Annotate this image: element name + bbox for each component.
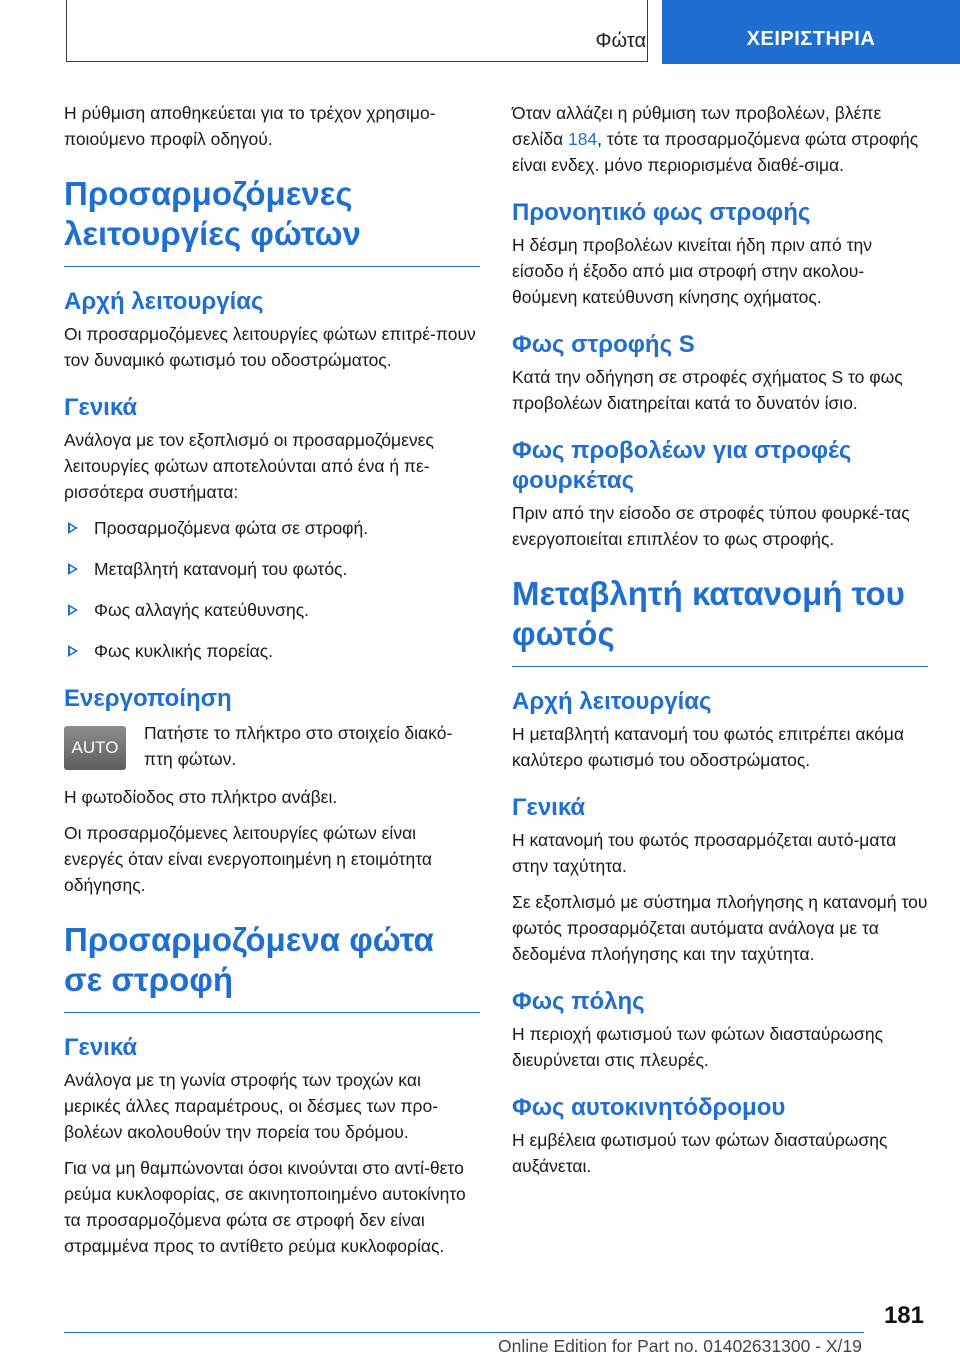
auto-button-icon: AUTO <box>64 726 126 770</box>
heading-hairpin-light: Φως προβολέων για στροφές φουρκέτας <box>512 437 852 494</box>
heading-s-curve-light: Φως στροφής S <box>512 331 695 358</box>
activation-instruction <box>64 720 480 772</box>
page-header <box>66 0 960 64</box>
page-link[interactable]: 184 <box>567 129 598 149</box>
heading-variable-light-distribution: Μεταβλητή κατανομή του φωτός <box>512 574 928 667</box>
header-frame <box>66 0 648 62</box>
right-column <box>512 100 928 1189</box>
chapter-tab[interactable]: ΧΕΙΡΙΣΤΗΡΙΑ <box>662 0 960 64</box>
footer-divider <box>64 1332 864 1333</box>
paragraph: Όταν αλλάζει η ρύθμιση των προβολέων, βλέπε σελίδα 184, τότε τα προσαρμοζόμενα φώτα στροφής είναι ενδεχ. μόνο περιορισμένα διαθέ‐σιμα. <box>512 103 919 175</box>
list-item: Προσαρμοζόμενα φώτα σε στροφή. <box>64 515 480 541</box>
triangle-bullet-icon <box>68 645 78 657</box>
triangle-bullet-icon <box>68 604 78 616</box>
list-item: Φως κυκλικής πορείας. <box>64 638 480 664</box>
paragraph: Η εμβέλεια φωτισμού των φώτων διασταύρωσης αυξάνεται. <box>512 1130 888 1176</box>
paragraph: Η μεταβλητή κατανομή του φωτός επιτρέπει ακόμα καλύτερο φωτισμό του οδοστρώματος. <box>512 724 904 770</box>
heading-motorway-light: Φως αυτοκινητόδρομου <box>512 1094 786 1121</box>
paragraph: Η περιοχή φωτισμού των φώτων διασταύρωσης διευρύνεται στις πλευρές. <box>512 1024 884 1070</box>
paragraph: Κατά την οδήγηση σε στροφές σχήματος S το φως προβολέων διατηρείται κατά το δυνατόν ίσιο. <box>512 367 903 413</box>
paragraph: Οι προσαρμοζόμενες λειτουργίες φώτων επιτρέ‐πουν τον δυναμικό φωτισμό του οδοστρώματος. <box>64 324 476 370</box>
paragraph: Ανάλογα με τη γωνία στροφής των τροχών και μερικές άλλες παραμέτρους, οι δέσμες των προ‐βολέων ακολουθούν την πορεία του δρόμου. <box>64 1070 439 1142</box>
heading-activation: Ενεργοποίηση <box>64 685 232 712</box>
heading-adaptive-curve-light: Προσαρμοζόμενα φώτα σε στροφή <box>64 920 480 1013</box>
heading-general: Γενικά <box>64 394 138 421</box>
paragraph: Η ρύθμιση αποθηκεύεται για το τρέχον χρησιμο‐ποιούμενο προφίλ οδηγού. <box>64 103 436 149</box>
heading-city-light: Φως πόλης <box>512 988 645 1015</box>
heading-adaptive-light-functions: Προσαρμοζόμενες λειτουργίες φώτων <box>64 174 480 267</box>
page-number: 181 <box>883 1302 924 1329</box>
heading-predictive-curve-light: Προνοητικό φως στροφής <box>512 199 811 226</box>
paragraph: Πατήστε το πλήκτρο στο στοιχείο διακό‐πτη φώτων. <box>144 723 453 769</box>
section-title: Φώτα <box>595 30 646 52</box>
systems-list <box>64 515 480 664</box>
paragraph: Ανάλογα με τον εξοπλισμό οι προσαρμοζόμενες λειτουργίες φώτων αποτελούνται από ένα ή πε‐ρισσότερα συστήματα: <box>64 430 434 502</box>
heading-principle: Αρχή λειτουργίας <box>64 288 264 315</box>
left-column <box>64 100 480 1269</box>
paragraph: Η δέσμη προβολέων κινείται ήδη πριν από την είσοδο ή έξοδο από μια στροφή στην ακολου‐θούμενη κατεύθυνση κίνησης οχήματος. <box>512 235 872 307</box>
heading-principle: Αρχή λειτουργίας <box>512 688 712 715</box>
paragraph: Η κατανομή του φωτός προσαρμόζεται αυτό‐ματα στην ταχύτητα. <box>512 830 897 876</box>
heading-general: Γενικά <box>512 794 586 821</box>
heading-general: Γενικά <box>64 1034 138 1061</box>
paragraph: Πριν από την είσοδο σε στροφές τύπου φουρκέ‐τας ενεργοποιείται επιπλέον το φως στροφής. <box>512 503 910 549</box>
triangle-bullet-icon <box>68 563 78 575</box>
list-item: Μεταβλητή κατανομή του φωτός. <box>64 556 480 582</box>
list-item: Φως αλλαγής κατεύθυνσης. <box>64 597 480 623</box>
edition-footer: Online Edition for Part no. 01402631300 - X/19 <box>498 1336 862 1356</box>
paragraph: Σε εξοπλισμό με σύστημα πλοήγησης η κατανομή του φωτός προσαρμόζεται αυτόματα ανάλογα με τα δεδομένα πλοήγησης και την ταχύτητα. <box>512 892 928 964</box>
paragraph: Η φωτοδίοδος στο πλήκτρο ανάβει. <box>64 787 338 807</box>
triangle-bullet-icon <box>68 522 78 534</box>
paragraph: Οι προσαρμοζόμενες λειτουργίες φώτων είναι ενεργές όταν είναι ενεργοποιημένη η ετοιμότητα οδήγησης. <box>64 823 432 895</box>
paragraph: Για να μη θαμπώνονται όσοι κινούνται στο αντί‐θετο ρεύμα κυκλοφορίας, σε ακινητοποιημένο αυτοκίνητο τα προσαρμοζόμενα φώτα σε στροφή δεν είναι στραμμένα προς το αντίθετο ρεύμα κυκλοφορίας. <box>64 1158 466 1256</box>
